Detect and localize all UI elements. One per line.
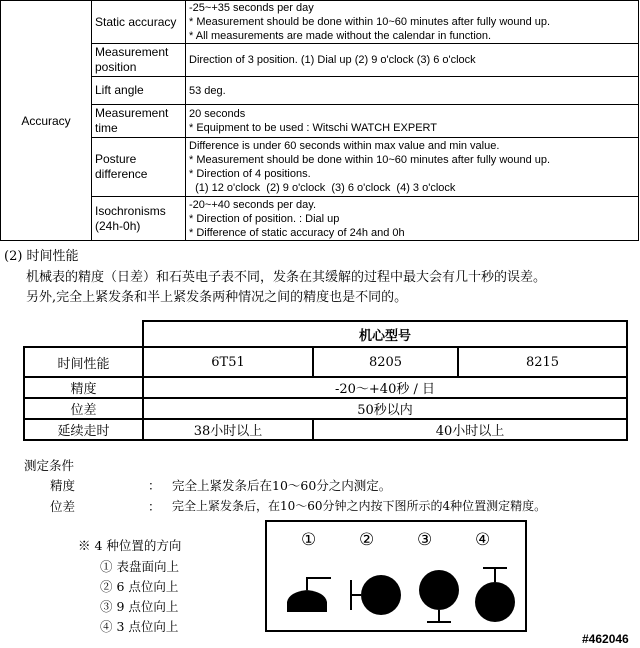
row-label-isochronisms: Isochronisms (24h-0h)	[92, 197, 186, 241]
table-row	[24, 377, 627, 398]
row-label-measurement-position: Measurement position	[92, 44, 186, 77]
row-value-posture-difference: Difference is under 60 seconds within max value and min value. * Measurement should be done within 10~60 minutes after fully wound up. * Direction of 4 positions. (1) 12 o'clock (2) 9 o'clock (3) 6 o'clock (4) 3 o'clock	[186, 138, 639, 197]
table-row	[24, 419, 627, 440]
position-item-2: ② 6 点位向上	[100, 579, 179, 594]
table-row	[1, 1, 639, 44]
row-value-isochronisms: -20~+40 seconds per day. * Direction of position. : Dial up * Difference of static accuracy of 24h and 0h	[186, 197, 639, 241]
watermark-id: #462046	[582, 632, 629, 646]
table-row	[1, 77, 639, 105]
condition-colon: ：	[148, 478, 161, 493]
posture-value: 50秒以内	[143, 398, 627, 419]
table-row	[1, 105, 639, 138]
watch-position-3-up-icon	[475, 568, 515, 622]
movement-group-header: 机心型号	[143, 321, 627, 347]
section-paragraph-1: 机械表的精度（日差）和石英电子表不同，发条在其缓解的过程中最大会有几十秒的误差。	[26, 270, 547, 285]
table-row	[1, 138, 639, 197]
watch-position-9-up-icon	[419, 570, 459, 622]
diagram-label-4: ④	[475, 530, 491, 550]
section-heading: (2) 时间性能	[4, 249, 79, 264]
model-header-2: 8205	[313, 347, 458, 377]
model-header-3: 8215	[458, 347, 627, 377]
table-row	[1, 197, 639, 241]
model-header-1: 6T51	[143, 347, 313, 377]
position-item-4: ④ 3 点位向上	[100, 619, 179, 634]
table-row	[24, 321, 627, 347]
table-row	[24, 347, 627, 377]
row-label-lift-angle: Lift angle	[92, 77, 186, 105]
accuracy-value: -20～+40秒 / 日	[143, 377, 627, 398]
diagram-label-1: ①	[301, 530, 317, 550]
diagram-label-2: ②	[359, 530, 375, 550]
empty-corner-cell	[24, 321, 143, 347]
table-row	[24, 398, 627, 419]
accuracy-label: 精度	[24, 377, 143, 398]
position-item-1: ① 表盘面向上	[100, 559, 179, 574]
row-value-lift-angle: 53 deg.	[186, 77, 639, 105]
power-reserve-label: 延续走时	[24, 419, 143, 440]
movement-table	[23, 320, 628, 441]
accuracy-table	[0, 0, 639, 241]
watch-position-6-up-icon	[351, 575, 401, 615]
condition-text-posture: 完全上紧发条后，在10～60分钟之内按下图所示的4种位置测定精度。	[172, 499, 547, 513]
row-label-measurement-time: Measurement time	[92, 105, 186, 138]
accuracy-category-cell: Accuracy	[1, 1, 92, 241]
row-label-posture-difference: Posture difference	[92, 138, 186, 197]
posture-label: 位差	[24, 398, 143, 419]
power-reserve-6t51: 38小时以上	[143, 419, 313, 440]
condition-label-accuracy: 精度	[50, 478, 76, 493]
condition-label-posture: 位差	[50, 499, 76, 514]
watch-positions-svg	[267, 522, 525, 630]
condition-text-accuracy: 完全上紧发条后在10～60分之内测定。	[172, 478, 392, 493]
time-performance-header: 时间性能	[24, 347, 143, 377]
position-item-3: ③ 9 点位向上	[100, 599, 179, 614]
power-reserve-others: 40小时以上	[313, 419, 627, 440]
positions-title: ※ 4 种位置的方向	[78, 538, 182, 553]
watch-position-dial-up-icon	[287, 578, 331, 612]
row-label-static-accuracy: Static accuracy	[92, 1, 186, 44]
section-paragraph-2: 另外,完全上紧发条和半上紧发条两种情况之间的精度也是不同的。	[26, 290, 408, 305]
positions-diagram	[265, 520, 527, 632]
diagram-label-3: ③	[417, 530, 433, 550]
row-value-measurement-position: Direction of 3 position. (1) Dial up (2) 9 o'clock (3) 6 o'clock	[186, 44, 639, 77]
row-value-measurement-time: 20 seconds * Equipment to be used : Witschi WATCH EXPERT	[186, 105, 639, 138]
condition-colon: ：	[148, 499, 161, 514]
row-value-static-accuracy: -25~+35 seconds per day * Measurement should be done within 10~60 minutes after fully wound up. * All measurements are made without the calendar in function.	[186, 1, 639, 44]
table-row	[1, 44, 639, 77]
conditions-title: 测定条件	[24, 458, 75, 473]
